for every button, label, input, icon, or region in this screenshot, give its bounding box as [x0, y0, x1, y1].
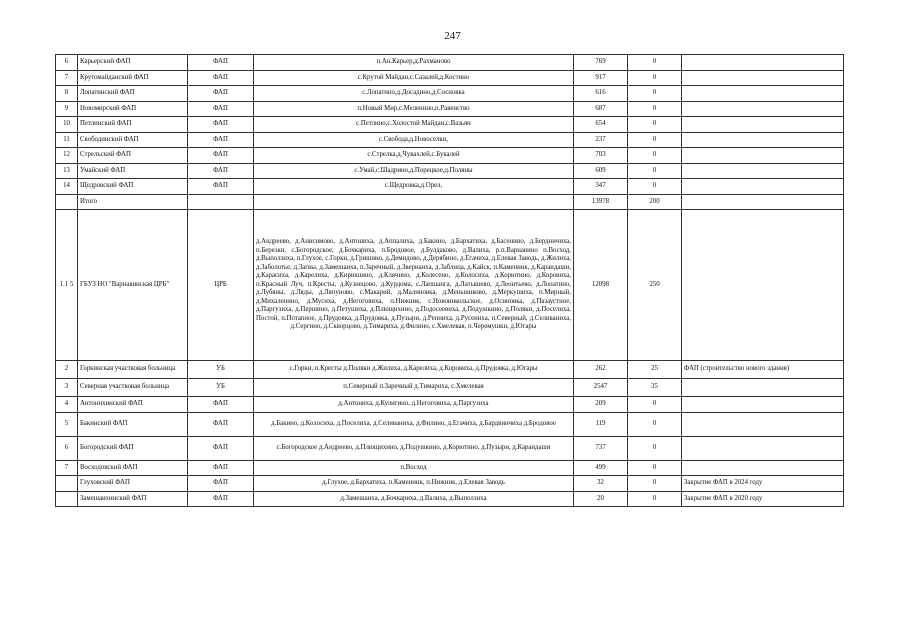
row-number	[56, 491, 78, 507]
facilities-table	[55, 54, 844, 507]
distance-value: 200	[628, 194, 682, 210]
row-number: 6	[56, 55, 78, 71]
row-note	[682, 460, 844, 476]
served-settlements: п.Новый Мир,с.Меленино,п.Равенство	[254, 101, 574, 117]
facility-name: Северная участковая больница	[78, 379, 188, 397]
row-note: Закрытие ФАП в 2020 году	[682, 491, 844, 507]
row-note	[682, 412, 844, 436]
population-count: 2547	[574, 379, 628, 397]
distance-value: 0	[628, 179, 682, 195]
facility-name: Антонихинский ФАП	[78, 397, 188, 413]
row-note	[682, 210, 844, 361]
population-count: 737	[574, 436, 628, 460]
served-settlements: с.Стрелка,д.Чувахлей,с.Букалей	[254, 148, 574, 164]
row-number: 5	[56, 412, 78, 436]
distance-value: 0	[628, 148, 682, 164]
facility-type: ФАП	[188, 436, 254, 460]
distance-value: 0	[628, 86, 682, 102]
table-row	[56, 210, 844, 361]
population-count: 917	[574, 70, 628, 86]
row-number	[56, 194, 78, 210]
row-number: 9	[56, 101, 78, 117]
row-number: 2	[56, 361, 78, 379]
facility-type: ЦРБ	[188, 210, 254, 361]
table-row	[56, 55, 844, 71]
page-number: 247	[444, 30, 461, 42]
table-row	[56, 476, 844, 492]
population-count: 703	[574, 148, 628, 164]
row-note	[682, 436, 844, 460]
facility-name: Лопатинский ФАП	[78, 86, 188, 102]
row-number: 12	[56, 148, 78, 164]
facility-type: ФАП	[188, 491, 254, 507]
facility-type: ФАП	[188, 476, 254, 492]
distance-value: 0	[628, 476, 682, 492]
served-settlements: с.Горки, п.Кресты д.Поляки д.Жилиха, д.Карелиха, д.Коровиха, д.Прудовка, д.Югары	[254, 361, 574, 379]
row-note: ФАП (строительство нового здания)	[682, 361, 844, 379]
facility-type: ФАП	[188, 70, 254, 86]
distance-value: 0	[628, 491, 682, 507]
facility-name: Щедровский ФАП	[78, 179, 188, 195]
facility-type: ФАП	[188, 179, 254, 195]
population-count: 347	[574, 179, 628, 195]
facility-name: ГБУЗ НО "Варнавинская ЦРБ"	[78, 210, 188, 361]
facility-name: Горкинская участковая больница	[78, 361, 188, 379]
population-count: 119	[574, 412, 628, 436]
facility-name: Крутомайданский ФАП	[78, 70, 188, 86]
facility-name: Замешаихинский ФАП	[78, 491, 188, 507]
distance-value: 0	[628, 460, 682, 476]
served-settlements: д.Антониха, д.Кулигино, д.Негоговиха, д.Паргузиха	[254, 397, 574, 413]
distance-value: 0	[628, 70, 682, 86]
table-row	[56, 179, 844, 195]
served-settlements: д.Андреево, д.Анисимово, д.Антониха, д.Аппалиха, д.Бакино, д.Бархатиха, д.Басенино, д.Бердничиха, п.Березки, с.Богородское, д.Бочкариха, п.Бродовое, д.Булдаково, д.Валиха, р.п.Варнавино п.Восход, д.Выползиха, п.Глухое, с.Горки, д.Гришино, д.Демидово, д.Дерябино, д.Егачиха, д.Елевая Заводь, д.Жилиха, д.Заболотье, д.Загвы, д.Замешаиха, п.Заречный, д.Звернаиха, д.Заблица, д.Кайск, п.Каменник, д.Караидаши, д.Карасиха, д.Карелиха, д.Кирюшино, д.Клячино, д.Колесено, д.Колосиха, д.Корютино, д.Коровиха, п.Красный Луч, п.Кресты, д.Кузнецово, д.Курдома, с.Лапшанга, д.Латышево, д.Леонтьево, д.Лопатино, д.Лубяны, д.Ляды, д.Ляпуново, с.Макарий, д.Малиновка, д.Меньшиково, д.Меркушиха, п.Мирный, д.Михаленино, д.Мусиха, д.Негоговиха, п.Нижник, с.Новоникольское, д.Осиновка, д.Пазаустное, д.Паргузиха, д.Першино, д.Петушиха, д.Плющихино, д.Подосеевиха, д.Подушкино, д.Поляки, д.Поселиха, Постой, п.Потапное, д.Прудовка, д.Прудовка, д.Пузыри, д.Репниха, д.Русениха, п.Северный, д.Селиваниха, д.Сергино, д.Скворцово, д.Тимариха, д.Филино, с.Хмелевая, п.Черемушки, д.Югары	[254, 210, 574, 361]
row-note	[682, 117, 844, 133]
distance-value: 25	[628, 361, 682, 379]
table-row	[56, 86, 844, 102]
row-number: 1.1 5	[56, 210, 78, 361]
population-count: 609	[574, 163, 628, 179]
facility-type: УБ	[188, 379, 254, 397]
table-row	[56, 194, 844, 210]
table-row	[56, 379, 844, 397]
facility-type: ФАП	[188, 55, 254, 71]
facility-type: ФАП	[188, 460, 254, 476]
facility-name: Восходовский ФАП	[78, 460, 188, 476]
facility-name: Новомирский ФАП	[78, 101, 188, 117]
distance-value: 35	[628, 379, 682, 397]
served-settlements: с.Богородское д.Андреево, д.Плющихино, д.Подушкино, д.Корютино, д.Пузыри, д.Караидаши	[254, 436, 574, 460]
table-row	[56, 117, 844, 133]
row-number: 4	[56, 397, 78, 413]
distance-value: 0	[628, 436, 682, 460]
table-row	[56, 491, 844, 507]
table-row	[56, 101, 844, 117]
facility-type: ФАП	[188, 132, 254, 148]
row-note	[682, 163, 844, 179]
table-row	[56, 132, 844, 148]
served-settlements: д.Бакино, д.Колосиха, д.Поселиха, д.Селиваниха, д.Филино, д.Егачиха, д.Бардвинчиха д.Бродовое	[254, 412, 574, 436]
row-number: 8	[56, 86, 78, 102]
distance-value: 0	[628, 101, 682, 117]
table-row	[56, 397, 844, 413]
table-row	[56, 163, 844, 179]
distance-value: 0	[628, 412, 682, 436]
served-settlements: с.Крутой Майдан,с.Сазалей,д.Костино	[254, 70, 574, 86]
row-note	[682, 397, 844, 413]
facility-name: Глуховский ФАП	[78, 476, 188, 492]
population-count: 769	[574, 55, 628, 71]
row-number: 7	[56, 460, 78, 476]
table-row	[56, 460, 844, 476]
population-count: 687	[574, 101, 628, 117]
facility-type: ФАП	[188, 101, 254, 117]
facility-type: ФАП	[188, 412, 254, 436]
served-settlements	[254, 194, 574, 210]
population-count: 12098	[574, 210, 628, 361]
table-row	[56, 436, 844, 460]
facility-type	[188, 194, 254, 210]
distance-value: 250	[628, 210, 682, 361]
distance-value: 0	[628, 55, 682, 71]
population-count: 20	[574, 491, 628, 507]
row-note: Закрытие ФАП в 2024 году	[682, 476, 844, 492]
population-count: 237	[574, 132, 628, 148]
facility-name: Богородский ФАП	[78, 436, 188, 460]
row-number: 3	[56, 379, 78, 397]
population-count: 654	[574, 117, 628, 133]
served-settlements: д.Глухое, д.Бархатиха, п.Каменник, п.Нижник, д.Елевая Заводь	[254, 476, 574, 492]
table-row	[56, 361, 844, 379]
facility-type: ФАП	[188, 86, 254, 102]
row-note	[682, 101, 844, 117]
row-number: 6	[56, 436, 78, 460]
table-row	[56, 70, 844, 86]
population-count: 32	[574, 476, 628, 492]
row-note	[682, 179, 844, 195]
row-number: 10	[56, 117, 78, 133]
row-number: 7	[56, 70, 78, 86]
row-note	[682, 132, 844, 148]
row-number: 14	[56, 179, 78, 195]
table-row	[56, 412, 844, 436]
served-settlements: с.Умай,с.Шадрино,д.Порецкое,д.Поляны	[254, 163, 574, 179]
served-settlements: п.Восход	[254, 460, 574, 476]
facility-name: Петлинский ФАП	[78, 117, 188, 133]
row-number: 13	[56, 163, 78, 179]
served-settlements: п.Северный п.Заречный д.Тимариха, с.Хмелевая	[254, 379, 574, 397]
facility-name: Карьерский ФАП	[78, 55, 188, 71]
distance-value: 0	[628, 132, 682, 148]
row-note	[682, 379, 844, 397]
served-settlements: с.Петлино,с.Холостой Майдан,с.Вазьян	[254, 117, 574, 133]
facility-type: ФАП	[188, 148, 254, 164]
row-note	[682, 148, 844, 164]
distance-value: 0	[628, 397, 682, 413]
table-row	[56, 148, 844, 164]
facility-type: ФАП	[188, 397, 254, 413]
row-note	[682, 194, 844, 210]
served-settlements: с.Лопатино,д.Досадино,д.Сосновка	[254, 86, 574, 102]
row-number: 11	[56, 132, 78, 148]
row-note	[682, 86, 844, 102]
distance-value: 0	[628, 163, 682, 179]
facility-name: Умайский ФАП	[78, 163, 188, 179]
row-number	[56, 476, 78, 492]
population-count: 209	[574, 397, 628, 413]
distance-value: 0	[628, 117, 682, 133]
population-count: 13978	[574, 194, 628, 210]
facility-name: Бакинский ФАП	[78, 412, 188, 436]
facility-type: УБ	[188, 361, 254, 379]
facility-type: ФАП	[188, 117, 254, 133]
row-note	[682, 70, 844, 86]
facility-type: ФАП	[188, 163, 254, 179]
served-settlements: д.Замешаиха, д.Бочкариха, д.Валиха, д.Выползиха	[254, 491, 574, 507]
facility-name: Стрелъский ФАП	[78, 148, 188, 164]
served-settlements: п.Ан.Карьер,д.Рахманово	[254, 55, 574, 71]
population-count: 616	[574, 86, 628, 102]
population-count: 262	[574, 361, 628, 379]
served-settlements: с.Щедровка,д.Орел,	[254, 179, 574, 195]
table-body	[56, 55, 844, 507]
row-note	[682, 55, 844, 71]
facility-name: Итого	[78, 194, 188, 210]
facility-name: Свободинский ФАП	[78, 132, 188, 148]
served-settlements: с.Свобода,д.Новоселки,	[254, 132, 574, 148]
population-count: 499	[574, 460, 628, 476]
